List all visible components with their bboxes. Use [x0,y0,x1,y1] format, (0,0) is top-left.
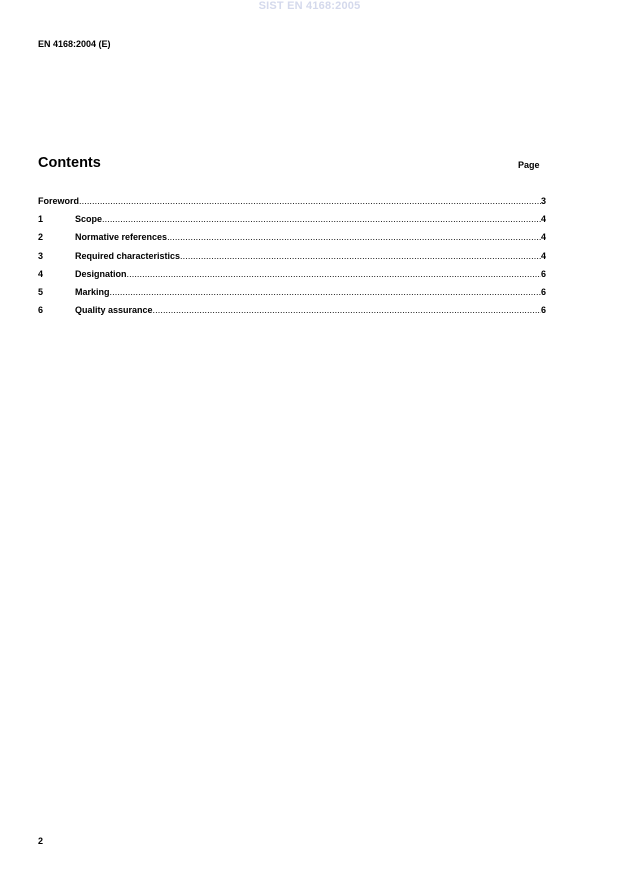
toc-leader-dots [153,305,541,315]
toc-leader-dots [79,196,541,206]
toc-entry-page: 6 [540,268,546,279]
toc-leader-dots [110,287,541,297]
toc-entry-label: Quality assurance [75,305,153,316]
toc-entry-normative-references[interactable] [38,232,546,250]
toc-entry-number: 1 [38,214,44,225]
toc-entry-label: Scope [75,214,103,225]
toc-entry-quality-assurance[interactable] [38,305,546,323]
page-column-label: Page [518,160,540,170]
toc-entry-label: Designation [75,268,127,279]
toc-entry-designation[interactable] [38,269,546,287]
document-id-header: EN 4168:2004 (E) [38,39,111,49]
toc-entry-label: Foreword [38,196,80,206]
toc-entry-page: 6 [540,286,546,297]
toc-entry-scope[interactable] [38,214,546,232]
toc-entry-required-characteristics[interactable] [38,251,546,269]
toc-leader-dots [127,269,541,279]
toc-entry-label: Required characteristics [75,250,181,261]
toc-entry-number: 4 [38,268,44,279]
toc-entry-label: Marking [75,286,110,297]
toc-entry-number: 2 [38,232,44,243]
toc-entry-page: 4 [540,232,546,243]
toc-entry-number: 3 [38,250,44,261]
toc-entry-number: 5 [38,286,44,297]
contents-title: Contents [38,155,101,171]
toc-leader-dots [180,251,541,261]
toc-entry-label: Normative references [75,232,168,243]
toc-entry-number: 6 [38,305,44,316]
table-of-contents [38,196,546,323]
toc-entry-page: 4 [540,214,546,225]
toc-leader-dots [102,214,541,224]
toc-entry-page: 3 [540,196,546,206]
toc-entry-page: 6 [540,305,546,316]
toc-entry-page: 4 [540,250,546,261]
toc-entry-foreword[interactable] [38,196,546,214]
toc-leader-dots [167,232,541,242]
page-number: 2 [38,836,44,846]
watermark: SIST EN 4168:2005 [258,0,361,12]
toc-entry-marking[interactable] [38,287,546,305]
